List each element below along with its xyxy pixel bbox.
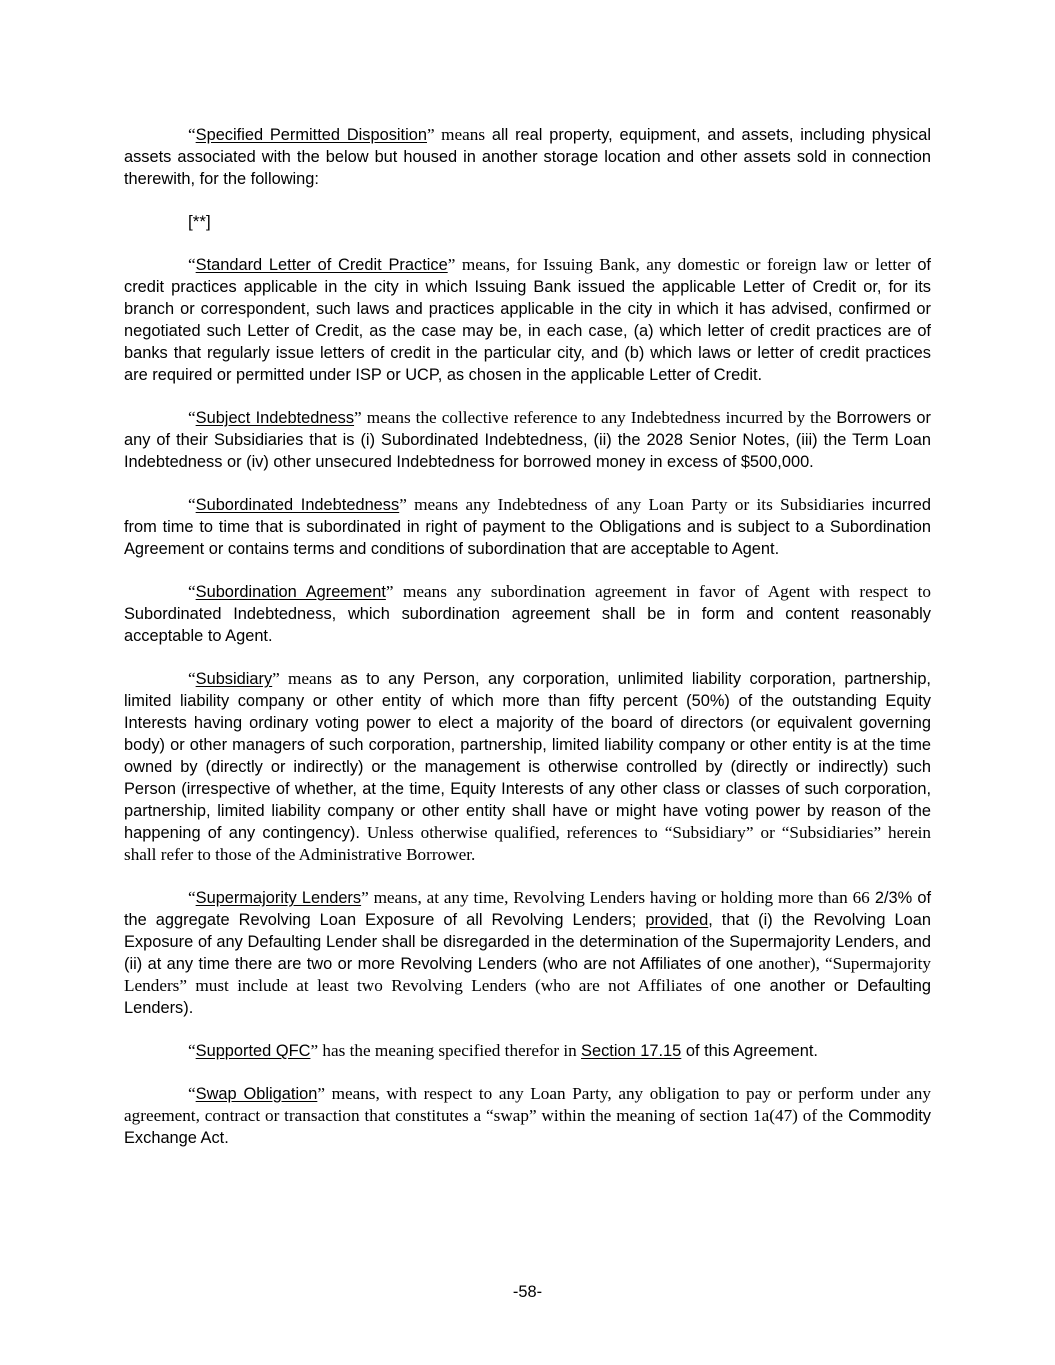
definition-end: one another or Defaulting Lenders). <box>124 977 931 1017</box>
definition-subordination-agreement <box>124 581 931 647</box>
open-quote: “ <box>188 255 196 274</box>
open-quote: “ <box>188 582 196 601</box>
definition-lead: ” means <box>426 125 486 144</box>
defined-term: Subject Indebtedness <box>195 409 355 427</box>
definition-text: of credit practices applicable in the city in which Issuing Bank issued the applicable Letter of Credit or, for its branch or correspondent, such laws and practices applicable in the city in which it has advised, confirmed or negotiated such Letter of Credit, as the case may be, in each case, (a) which letter of credit practices are of banks that regularly issue letters of credit in the particular city, and (b) which laws or letter of credit practices are required or permitted under ISP or UCP, as chosen in the applicable Letter of Credit. <box>124 256 931 384</box>
defined-term: Subordination Agreement <box>195 583 386 601</box>
page-number: -58- <box>512 1283 543 1301</box>
definition-text: Borrowers or any of their Subsidiaries that is (i) Subordinated Indebtedness, (ii) the 2028 Senior Notes, (iii) the Term Loan Indebtedness or (iv) other unsecured Indebtedness for borrowed money in excess of $500,000. <box>124 409 931 471</box>
open-quote: “ <box>188 125 196 144</box>
defined-term: Supported QFC <box>195 1042 311 1060</box>
definition-text: of this Agreement. <box>681 1042 818 1060</box>
definition-lead: ” means any Indebtedness of any Loan Party or its Subsidiaries <box>399 495 865 514</box>
definition-text: as to any Person, any corporation, unlimited liability corporation, partnership, limited liability company or other entity of which more than fifty percent (50%) of the outstanding Equity Interests having ordinary voting power to elect a majority of the board of directors (or equivalent governing body) or other managers of such corporation, partnership, limited liability company or other entity is at the time owned by (directly or indirectly) or the management is otherwise controlled by (directly or indirectly) such Person (irrespective of whether, at the time, Equity Interests of any other class or classes of such corporation, partnership, limited liability company or other entity shall have or might have voting power by reason of the happening of any contingency). <box>124 670 931 842</box>
open-quote: “ <box>188 1041 196 1060</box>
definition-standard-letter-of-credit-practice <box>124 254 931 386</box>
definition-text: Subordinated Indebtedness, which subordination agreement shall be in form and content reasonably acceptable to Agent. <box>124 605 931 645</box>
defined-term: Specified Permitted Disposition <box>195 126 427 144</box>
definition-lead: ” means, for Issuing Bank, any domestic or foreign law or letter <box>447 255 911 274</box>
open-quote: “ <box>188 669 196 688</box>
definition-lead: ” has the meaning specified therefor in <box>310 1041 582 1060</box>
definition-text: 2/3% of the aggregate Revolving Loan Exposure of all Revolving Lenders; <box>124 889 932 929</box>
definition-supermajority-lenders <box>124 887 931 1019</box>
definition-supported-qfc <box>124 1040 931 1062</box>
definition-text: Commodity Exchange Act. <box>124 1107 932 1147</box>
provided-term: provided <box>645 911 709 929</box>
definition-tail: Unless otherwise qualified, references to “Subsidiary” or “Subsidiaries” herein shall refer to those of the Administrative Borrower. <box>124 823 931 864</box>
open-quote: “ <box>188 888 196 907</box>
definition-specified-permitted-disposition <box>124 124 931 190</box>
open-quote: “ <box>188 408 196 427</box>
definition-subject-indebtedness <box>124 407 931 473</box>
definition-text: incurred from time to time that is subordinated in right of payment to the Obligations and is subject to a Subordination Agreement or contains terms and conditions of subordination that are acceptable to Agent. <box>124 496 931 558</box>
definition-text-continued: , that (i) the Revolving Loan Exposure of any Defaulting Lender shall be disregarded in the determination of the Supermajority Lenders, and (ii) at any time there are two or more Revolving Lenders (who are not Affiliates of one <box>124 911 931 973</box>
defined-term: Swap Obligation <box>195 1085 318 1103</box>
defined-term: Subordinated Indebtedness <box>195 496 400 514</box>
definition-lead: ” means the collective reference to any Indebtedness incurred by the <box>354 408 832 427</box>
section-reference: Section 17.15 <box>581 1042 682 1060</box>
redaction-marker: [**] <box>188 212 211 231</box>
defined-term: Standard Letter of Credit Practice <box>195 256 448 274</box>
definition-lead: ” means, with respect to any Loan Party, any obligation to pay or perform under any agreement, contract or transaction that constitutes a “swap” within the meaning of section 1a(47) of the <box>124 1084 931 1125</box>
definition-text: all real property, equipment, and assets, including physical assets associated with the below but housed in another storage location and other assets sold in connection therewith, for the following: <box>124 126 931 188</box>
defined-term: Supermajority Lenders <box>195 889 362 907</box>
definition-lead: ” means, at any time, Revolving Lenders having or holding more than 66 <box>361 888 870 907</box>
open-quote: “ <box>188 1084 196 1103</box>
definition-lead: ” means any subordination agreement in favor of Agent with respect to <box>385 582 931 601</box>
definition-subordinated-indebtedness <box>124 494 931 560</box>
definition-tail: another), “Supermajority Lenders” must include at least two Revolving Lenders (who are not Affiliates of <box>124 954 931 995</box>
definition-subsidiary <box>124 668 931 866</box>
document-page <box>124 124 931 1170</box>
defined-term: Subsidiary <box>195 670 273 688</box>
definition-swap-obligation <box>124 1083 931 1149</box>
open-quote: “ <box>188 495 196 514</box>
definition-lead: ” means <box>272 669 332 688</box>
